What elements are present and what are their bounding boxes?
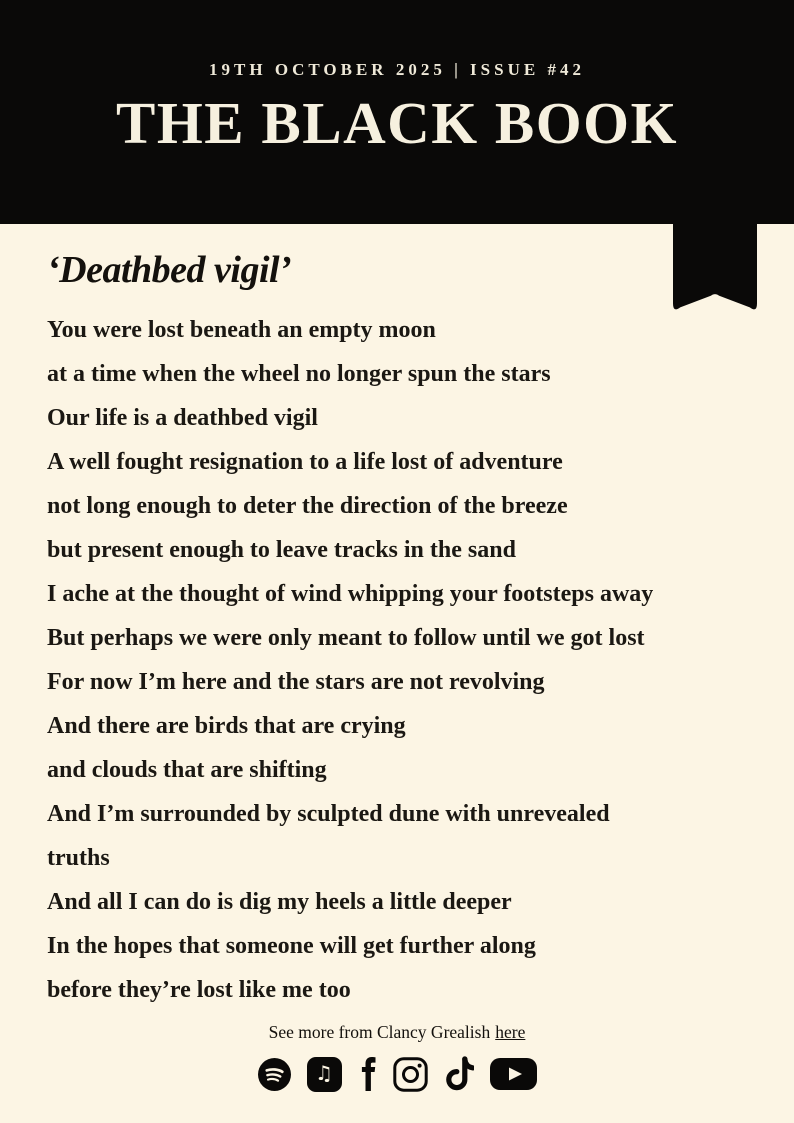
see-more-prefix: See more from Clancy Grealish: [268, 1022, 491, 1042]
poem-title: ‘Deathbed vigil’: [47, 249, 292, 291]
publication-title: THE BLACK BOOK: [116, 90, 678, 156]
poem-line: For now I’m here and the stars are not revolving: [47, 669, 545, 695]
youtube-icon[interactable]: [490, 1058, 537, 1090]
poem-line: I ache at the thought of wind whipping your footsteps away: [47, 581, 654, 607]
apple-music-icon[interactable]: [307, 1057, 342, 1092]
poem-line: But perhaps we were only meant to follow until we got lost: [47, 625, 645, 651]
music-note-glyph: ♫: [315, 1061, 333, 1085]
poem-line: at a time when the wheel no longer spun the stars: [47, 361, 551, 387]
poem-line: And there are birds that are crying: [47, 713, 406, 739]
poem-line: and clouds that are shifting: [47, 757, 327, 783]
poem-line: A well fought resignation to a life lost of adventure: [47, 449, 563, 475]
poem-body: [47, 308, 757, 1012]
issue-date-line: 19TH OCTOBER 2025 | ISSUE #42: [209, 60, 585, 79]
see-more-text: [0, 1022, 794, 1043]
spotify-icon[interactable]: [258, 1058, 291, 1091]
social-icons-row: [0, 1054, 794, 1094]
here-link[interactable]: here: [495, 1022, 526, 1042]
masthead-header: [0, 0, 794, 224]
poem-line: In the hopes that someone will get further along: [47, 933, 536, 959]
facebook-icon[interactable]: [358, 1057, 377, 1091]
tiktok-icon[interactable]: [444, 1056, 474, 1092]
poem-line: You were lost beneath an empty moon: [47, 317, 436, 343]
poem-line: Our life is a deathbed vigil: [47, 405, 318, 431]
poem-line: before they’re lost like me too: [47, 977, 351, 1003]
instagram-icon[interactable]: [393, 1057, 428, 1092]
poem-line: truths: [47, 845, 110, 871]
poem-line: not long enough to deter the direction of the breeze: [47, 493, 568, 519]
poem-line: And I’m surrounded by sculpted dune with unrevealed: [47, 801, 610, 827]
poem-line: And all I can do is dig my heels a little deeper: [47, 889, 512, 915]
apple-music-badge: [307, 1057, 342, 1092]
poem-line: but present enough to leave tracks in the sand: [47, 537, 516, 563]
poem-section: [47, 246, 757, 1012]
